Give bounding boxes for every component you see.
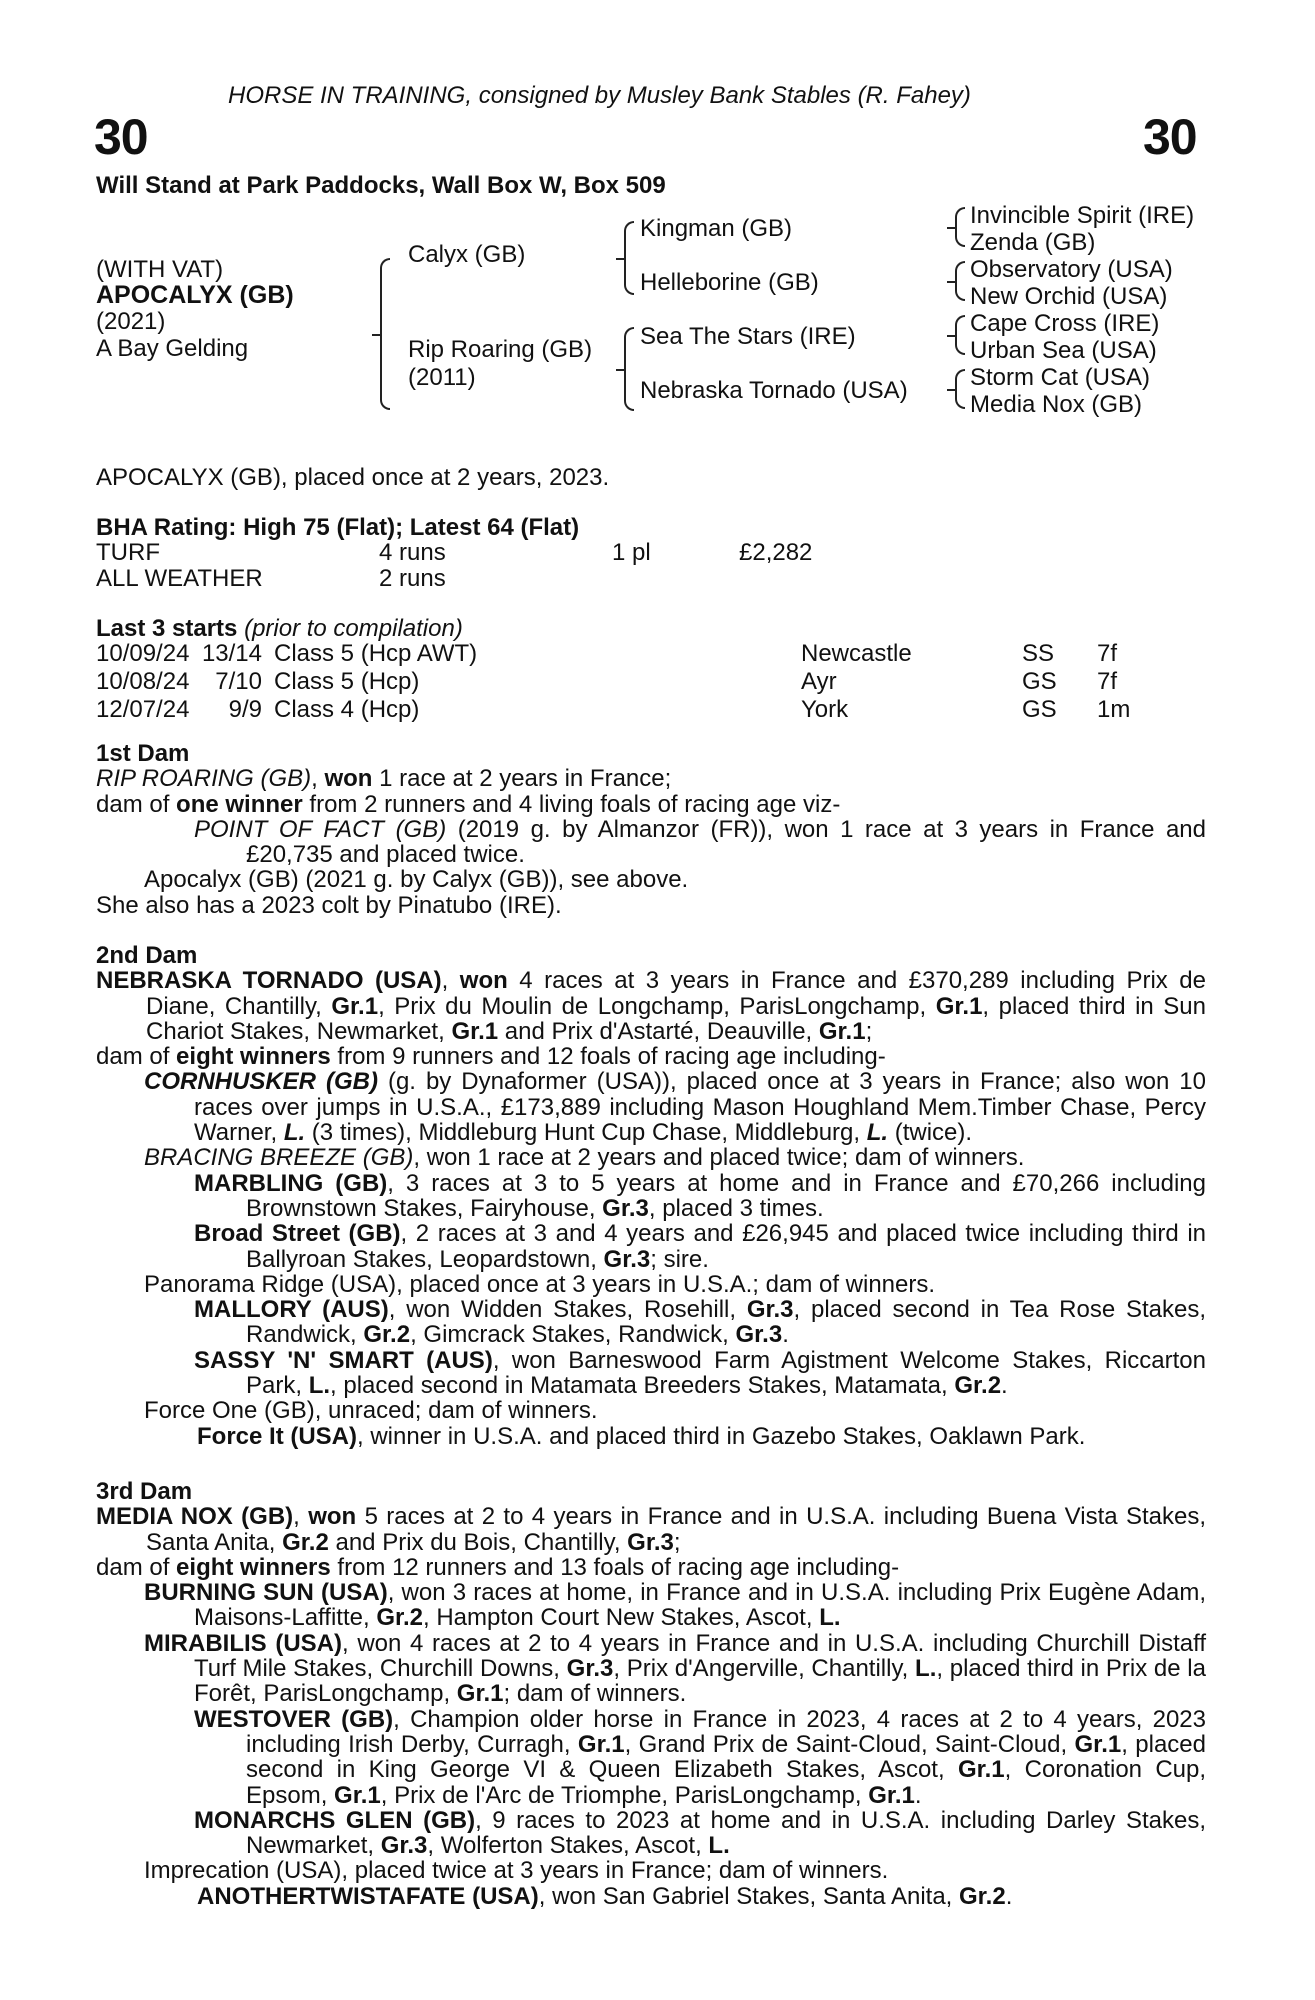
start-course: Ayr (801, 668, 837, 695)
pedigree-brace-sire (624, 221, 634, 295)
first-dam-produce-summary (96, 792, 1206, 817)
pedigree-g3-8: Media Nox (GB) (970, 391, 1143, 418)
text: (twice). (888, 1119, 973, 1147)
produce-anothertwistafate (96, 1884, 1206, 1909)
last-starts-note: (prior to compilation) (244, 615, 463, 642)
text: dam of (96, 790, 177, 818)
group-badge: Gr.3 (627, 1528, 674, 1556)
start-distance: 7f (1097, 640, 1118, 667)
text: , Hampton Court New Stakes, Ascot, (423, 1604, 820, 1632)
group-badge: Gr.1 (1074, 1730, 1122, 1758)
second-dam-section (96, 943, 1206, 1449)
pedigree-g3-3: Observatory (USA) (970, 256, 1173, 283)
produce-name: MONARCHS GLEN (GB) (194, 1806, 476, 1834)
pedigree-dam-dam: Nebraska Tornado (USA) (640, 377, 908, 404)
group-badge: Gr.3 (735, 1321, 783, 1349)
first-dam-note: She also has a 2023 colt by Pinatubo (IRE). (96, 891, 562, 919)
text: . (782, 1321, 789, 1349)
pedigree-g3-7: Storm Cat (USA) (970, 364, 1151, 391)
produce-name: CORNHUSKER (GB) (144, 1068, 378, 1096)
horse-summary: APOCALYX (GB), placed once at 2 years, 2023. (96, 464, 610, 491)
start-going: GS (1022, 696, 1057, 723)
rating-runs-turf: 4 runs (379, 539, 446, 566)
pedigree-sire-sire: Kingman (GB) (640, 215, 793, 242)
produce-name: SASSY 'N' SMART (AUS) (194, 1346, 493, 1374)
text: 5 races at 2 to 4 years in France and in U.S.A. including Buena Vista Stakes, Santa Anita, (146, 1503, 1206, 1556)
record-text: (2019 g. by Almanzor (FR)), won 1 race at 3 years in France and £20,735 and placed twice. (246, 815, 1206, 869)
group-badge: Gr.1 (334, 1781, 381, 1809)
produce-point-of-fact (96, 817, 1206, 868)
pedigree-brace-g3-3 (955, 315, 965, 355)
text: , Prix d'Angerville, Chantilly, (613, 1655, 916, 1683)
text: , placed third in Sun Chariot Stakes, Newmarket, (146, 992, 1206, 1045)
text: ; dam of winners. (503, 1680, 687, 1708)
text: . (1005, 1882, 1013, 1910)
produce-westover (96, 1707, 1206, 1808)
listed-badge: L. (915, 1655, 937, 1683)
third-dam-record: MEDIA NOX (GB), won 5 races at 2 to 4 years in France and in U.S.A. including Buena Vista Stakes, Santa Anita, Gr.2 and Prix du Bois, Chantilly, Gr.3; (96, 1503, 1206, 1556)
text: , Prix de l'Arc de Triomphe, ParisLongchamp, (380, 1781, 869, 1809)
pedigree-brace-g3-1 (955, 207, 965, 247)
text: , Prix du Moulin de Longchamp, ParisLongchamp, (378, 992, 936, 1020)
text: , placed third in Prix de la Forêt, ParisLongchamp, (194, 1655, 1206, 1708)
group-badge: Gr.3 (603, 1245, 651, 1273)
group-badge: Gr.3 (566, 1655, 614, 1683)
first-dam-heading: 1st Dam (96, 740, 190, 767)
start-going: GS (1022, 668, 1057, 695)
start-course: Newcastle (801, 640, 912, 667)
produce-name: ANOTHERTWISTAFATE (USA) (197, 1882, 539, 1910)
text: ; sire. (650, 1245, 709, 1273)
produce-name: POINT OF FACT (GB) (194, 815, 447, 843)
text: and Prix d'Astarté, Deauville, (498, 1017, 819, 1045)
produce-force-one: Force One (GB), unraced; dam of winners. (144, 1397, 598, 1425)
horse-year: (2021) (96, 308, 166, 335)
produce-name: BRACING BREEZE (GB) (144, 1144, 414, 1172)
produce-name: Broad Street (GB) (194, 1220, 401, 1248)
third-dam-heading: 3rd Dam (96, 1478, 193, 1505)
group-badge: Gr.1 (456, 1680, 504, 1708)
start-distance: 7f (1097, 668, 1118, 695)
text: , placed second in King George VI & Queen Elizabeth Stakes, Ascot, (246, 1730, 1207, 1784)
start-date: 10/08/24 (96, 668, 190, 695)
pedigree-brace-g3-4 (955, 369, 965, 409)
start-distance: 1m (1097, 696, 1131, 723)
first-dam-section (96, 741, 1206, 918)
consignor-line: HORSE IN TRAINING, consigned by Musley Bank Stables (R. Fahey) (228, 82, 971, 109)
produce-broad-street (96, 1221, 1206, 1272)
produce-cornhusker (96, 1069, 1206, 1145)
start-course: York (801, 696, 849, 723)
produce-name: MALLORY (AUS) (194, 1296, 389, 1324)
text: dam of (96, 1553, 177, 1581)
winners-count: eight winners (176, 1553, 331, 1581)
second-dam-heading: 2nd Dam (96, 942, 198, 969)
start-going: SS (1022, 640, 1055, 667)
produce-panorama-ridge: Panorama Ridge (USA), placed once at 3 years in U.S.A.; dam of winners. (144, 1270, 936, 1298)
listed-badge: L. (819, 1604, 841, 1632)
group-badge: Gr.1 (451, 1017, 499, 1045)
rating-prize-turf: £2,282 (739, 539, 813, 566)
text: , placed second in Matamata Breeders Stakes, Matamata, (330, 1372, 955, 1400)
listed-badge: L. (308, 1372, 331, 1400)
produce-sassy-n-smart (96, 1348, 1206, 1399)
dam-name: MEDIA NOX (GB) (96, 1503, 294, 1531)
produce-name: Force It (USA) (197, 1422, 358, 1450)
produce-mirabilis (96, 1631, 1206, 1707)
group-badge: Gr.2 (282, 1528, 329, 1556)
text: from 2 runners and 4 living foals of racing age viz- (302, 790, 841, 818)
produce-bracing-breeze (96, 1145, 1206, 1170)
group-badge: Gr.2 (376, 1604, 424, 1632)
pedigree-g3-4: New Orchid (USA) (970, 283, 1168, 310)
text: , placed second in Tea Rose Stakes, Randwick, (246, 1296, 1207, 1349)
start-date: 12/07/24 (96, 696, 190, 723)
rating-runs-aw: 2 runs (379, 565, 446, 592)
produce-apocalyx: Apocalyx (GB) (2021 g. by Calyx (GB)), see above. (144, 866, 689, 894)
group-badge: Gr.3 (746, 1296, 794, 1324)
text: dam of (96, 1043, 177, 1071)
group-badge: Gr.1 (577, 1730, 625, 1758)
winners-count: one winner (176, 790, 303, 818)
text: , Wolferton Stakes, Ascot, (427, 1832, 709, 1860)
text: , won San Gabriel Stakes, Santa Anita, (538, 1882, 959, 1910)
text: 4 races at 3 years in France and £370,289 including Prix de Diane, Chantilly, (146, 967, 1206, 1020)
pedigree-g3-1: Invincible Spirit (IRE) (970, 202, 1195, 229)
text: , won 3 races at home, in France and in U.S.A. including Prix Eugène Adam, Maisons-Laffitte, (194, 1579, 1206, 1632)
won-label: won (324, 765, 373, 793)
group-badge: Gr.2 (954, 1372, 1002, 1400)
text: , Champion older horse in France in 2023, 4 races at 2 to 4 years, 2023 including Irish Derby, Curragh, (246, 1705, 1207, 1758)
listed-badge: L. (866, 1119, 889, 1147)
produce-monarchs-glen (96, 1808, 1206, 1859)
text: , placed 3 times. (648, 1194, 824, 1222)
produce-mallory (96, 1297, 1206, 1348)
group-badge: Gr.1 (935, 992, 983, 1020)
won-label: won (459, 967, 508, 995)
group-badge: Gr.1 (331, 992, 379, 1020)
text: , 3 races at 3 to 5 years at home and in France and £70,266 including Brownstown Stakes, Fairyhouse, (246, 1169, 1207, 1222)
text: , won 1 race at 2 years and placed twice; dam of winners. (413, 1144, 1025, 1172)
start-position: 9/9 (228, 696, 262, 723)
record-text: 1 race at 2 years in France; (372, 765, 672, 793)
text: , Gimcrack Stakes, Randwick, (410, 1321, 736, 1349)
text: . (914, 1781, 922, 1809)
text: (g. by Dynaformer (USA)), placed once at 3 years in France; also won 10 races over jumps in U.S.A., £173,889 including Mason Houghland Mem.Timber Chase, Percy Warner, (194, 1068, 1206, 1147)
text: , 9 races to 2023 at home and in U.S.A. including Darley Stakes, Newmarket, (246, 1806, 1206, 1860)
group-badge: Gr.2 (363, 1321, 411, 1349)
text: ; (865, 1017, 873, 1045)
rating-heading: BHA Rating: High 75 (Flat); Latest 64 (Flat) (96, 514, 580, 541)
pedigree-g3-2: Zenda (GB) (970, 229, 1096, 256)
produce-burning-sun (96, 1580, 1206, 1631)
dam-name: RIP ROARING (GB) (96, 765, 312, 793)
text: ; (673, 1528, 681, 1556)
horse-description: A Bay Gelding (96, 335, 249, 362)
produce-imprecation: Imprecation (USA), placed twice at 3 years in France; dam of winners. (144, 1857, 889, 1885)
group-badge: Gr.3 (602, 1194, 649, 1222)
group-badge: Gr.1 (957, 1756, 1005, 1784)
group-badge: Gr.1 (868, 1781, 915, 1809)
start-class: Class 4 (Hcp) (274, 696, 420, 723)
pedigree-brace-main (380, 258, 390, 410)
group-badge: Gr.2 (959, 1882, 1006, 1910)
lot-number-left: 30 (94, 109, 148, 165)
start-class: Class 5 (Hcp AWT) (274, 640, 478, 667)
winners-count: eight winners (176, 1043, 331, 1071)
last-starts-heading (96, 615, 463, 643)
won-label: won (308, 1503, 357, 1531)
table-row (96, 640, 1130, 668)
produce-name: MIRABILIS (USA) (144, 1629, 342, 1657)
text: . (1001, 1372, 1008, 1400)
listed-badge: L. (283, 1119, 306, 1147)
pedigree-g3-6: Urban Sea (USA) (970, 337, 1157, 364)
vat-label: (WITH VAT) (96, 256, 224, 283)
produce-name: BURNING SUN (USA) (144, 1579, 388, 1607)
pedigree-g3-5: Cape Cross (IRE) (970, 310, 1160, 337)
rating-placed-turf: 1 pl (612, 539, 651, 566)
text: (3 times), Middleburg Hunt Cup Chase, Middleburg, (305, 1119, 867, 1147)
text: from 9 runners and 12 foals of racing age including- (330, 1043, 886, 1071)
pedigree-dam-year: (2011) (408, 364, 476, 391)
produce-marbling (96, 1171, 1206, 1222)
third-dam-produce-summary (96, 1555, 1206, 1580)
group-badge: Gr.3 (380, 1832, 428, 1860)
pedigree-sire-dam: Helleborine (GB) (640, 269, 819, 296)
first-dam-record: RIP ROARING (GB), won 1 race at 2 years in France; (96, 765, 672, 793)
second-dam-record: NEBRASKA TORNADO (USA), won 4 races at 3 years in France and £370,289 including Prix de Diane, Chantilly, Gr.1, Prix du Moulin de Longchamp, ParisLongchamp, Gr.1, placed third in Sun Chariot Stakes, Newmarket, Gr.1 and Prix d'Astarté, Deauville, Gr.1; (96, 967, 1206, 1045)
horse-name: APOCALYX (GB) (96, 281, 294, 309)
table-row (96, 696, 1130, 724)
start-position: 7/10 (215, 668, 262, 695)
rating-surface-aw: ALL WEATHER (96, 565, 263, 592)
text: from 12 runners and 13 foals of racing age including- (330, 1553, 900, 1581)
second-dam-produce-summary (96, 1044, 1206, 1069)
table-row (96, 668, 1130, 696)
text: , won Barneswood Farm Agistment Welcome Stakes, Riccarton Park, (246, 1346, 1206, 1400)
last-starts-title: Last 3 starts (96, 615, 238, 642)
text: , 2 races at 3 and 4 years and £26,945 and placed twice including third in Ballyroan Stakes, Leopardstown, (246, 1220, 1206, 1273)
pedigree-brace-dam (624, 327, 634, 411)
text: , Grand Prix de Saint-Cloud, Saint-Cloud, (624, 1730, 1075, 1758)
pedigree-sire: Calyx (GB) (408, 241, 526, 268)
text: , won 4 races at 2 to 4 years in France and in U.S.A. including Churchill Distaff Turf Mile Stakes, Churchill Downs, (194, 1629, 1207, 1683)
pedigree-dam-sire: Sea The Stars (IRE) (640, 323, 856, 350)
stand-location: Will Stand at Park Paddocks, Wall Box W, Box 509 (96, 172, 666, 199)
start-position: 13/14 (201, 640, 262, 667)
group-badge: Gr.1 (818, 1017, 866, 1045)
last-starts-table (96, 640, 1130, 724)
produce-name: MARBLING (GB) (194, 1169, 388, 1197)
lot-number-right: 30 (1143, 109, 1197, 165)
start-class: Class 5 (Hcp) (274, 668, 420, 695)
text: , winner in U.S.A. and placed third in Gazebo Stakes, Oaklawn Park. (357, 1422, 1086, 1450)
dam-name: NEBRASKA TORNADO (USA) (96, 967, 442, 995)
third-dam-section (96, 1479, 1206, 1909)
pedigree-brace-g3-2 (955, 261, 965, 301)
start-date: 10/09/24 (96, 640, 190, 667)
text: , Coronation Cup, Epsom, (246, 1756, 1207, 1809)
produce-force-it (96, 1424, 1206, 1449)
text: and Prix du Bois, Chantilly, (328, 1528, 628, 1556)
rating-surface-turf: TURF (96, 539, 160, 566)
listed-badge: L. (708, 1832, 730, 1860)
text: , won Widden Stakes, Rosehill, (388, 1296, 747, 1324)
produce-name: WESTOVER (GB) (194, 1705, 394, 1733)
pedigree-dam: Rip Roaring (GB) (408, 336, 593, 363)
